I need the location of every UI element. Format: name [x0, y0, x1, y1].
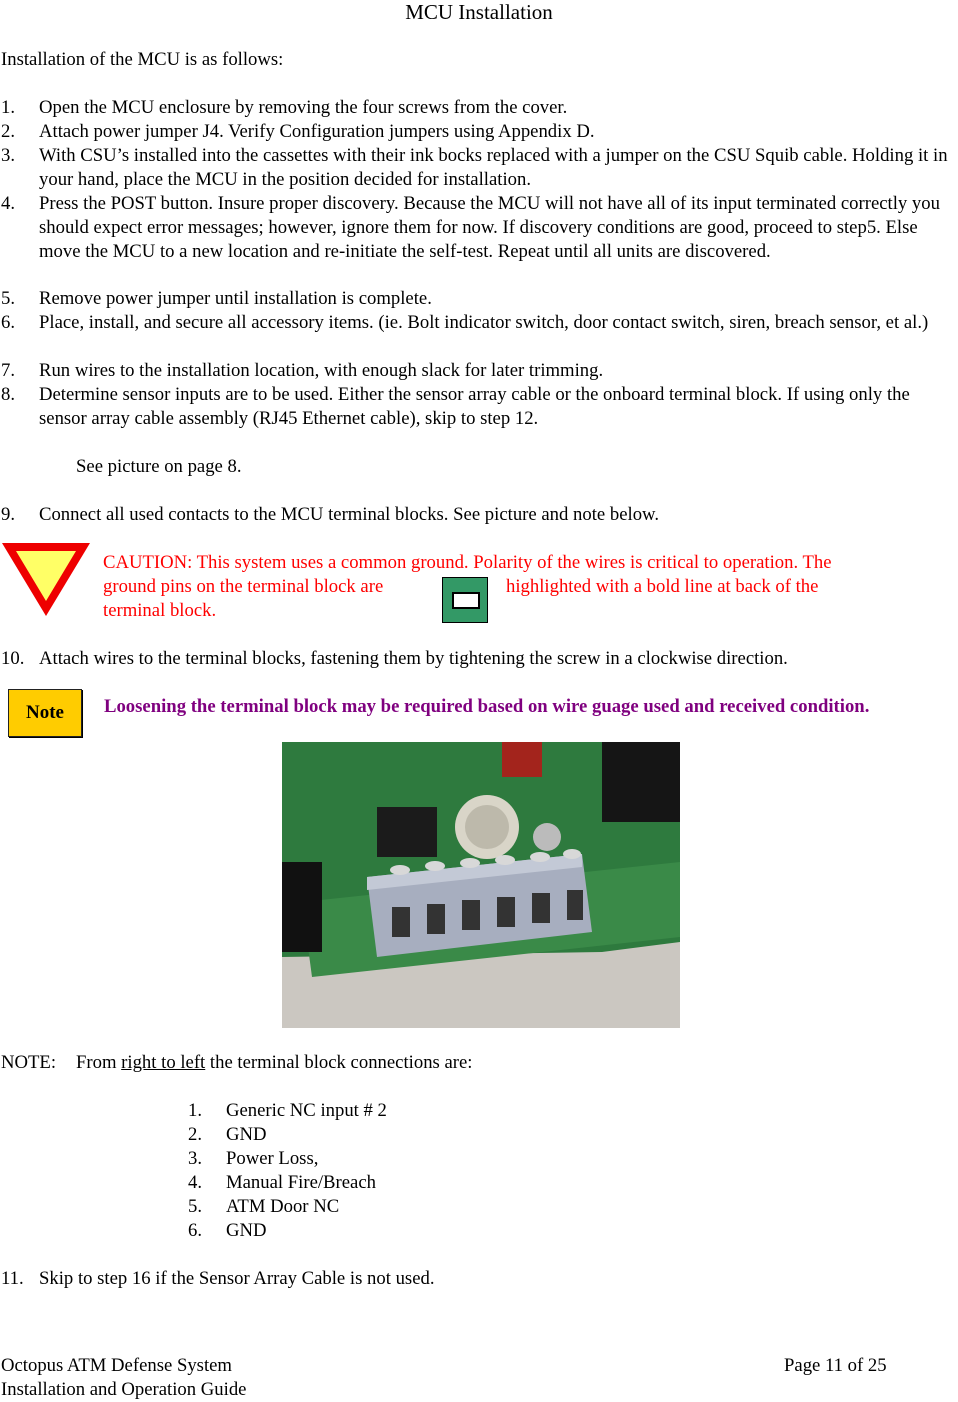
step-text: Run wires to the installation location, with enough slack for later trimming. — [39, 360, 604, 381]
connections-note-text — [76, 1051, 473, 1075]
list-item-number: 5. — [188, 1196, 203, 1217]
list-item-number: 6. — [188, 1220, 203, 1241]
step-text: Remove power jumper until installation is complete. — [39, 288, 432, 309]
step-text: Attach wires to the terminal blocks, fastening them by tightening the screw in a clockwise direction. — [39, 648, 788, 669]
step-number: 9. — [1, 504, 16, 525]
list-item-text: GND — [226, 1124, 267, 1145]
list-item-text: GND — [226, 1220, 267, 1241]
step-number: 6. — [1, 312, 16, 333]
step-number: 5. — [1, 288, 16, 309]
caution-line-2b: highlighted with a bold line at back of the — [506, 576, 819, 597]
step-number: 4. — [1, 193, 16, 214]
step-text: Place, install, and secure all accessory items. (ie. Bolt indicator switch, door contact switch, siren, breach sensor, et al.) — [39, 312, 929, 333]
caution-line-1: CAUTION: This system uses a common ground. Polarity of the wires is critical to operation. The — [103, 552, 832, 573]
step-number: 8. — [1, 384, 16, 405]
step-text: Skip to step 16 if the Sensor Array Cable is not used. — [39, 1268, 435, 1289]
step-text: Open the MCU enclosure by removing the four screws from the cover. — [39, 97, 568, 118]
step-number: 7. — [1, 360, 16, 381]
step-number: 3. — [1, 145, 16, 166]
caution-line-3: terminal block. — [103, 600, 217, 621]
step-text: Connect all used contacts to the MCU terminal blocks. See picture and note below. — [39, 504, 659, 525]
list-item-text: Power Loss, — [226, 1148, 319, 1169]
step-number: 1. — [1, 97, 16, 118]
step-text: Attach power jumper J4. Verify Configuration jumpers using Appendix D. — [39, 121, 595, 142]
footer-guide-name: Installation and Operation Guide — [1, 1379, 247, 1400]
caution-triangle-icon — [0, 541, 92, 619]
list-item-text: ATM Door NC — [226, 1196, 340, 1217]
page-title: MCU Installation — [405, 0, 553, 24]
connections-note-before: From — [76, 1052, 122, 1073]
note-badge: Note — [8, 689, 82, 737]
list-item-number: 4. — [188, 1172, 203, 1193]
see-picture-text: See picture on page 8. — [76, 456, 242, 477]
list-item-number: 2. — [188, 1124, 203, 1145]
list-item-number: 3. — [188, 1148, 203, 1169]
connections-note-after: the terminal block connections are: — [205, 1052, 473, 1073]
connections-list — [188, 1099, 588, 1249]
list-item-text: Manual Fire/Breach — [226, 1172, 376, 1193]
step-text: Press the POST button. Insure proper discovery. Because the MCU will not have all of its input terminated correctly you should expect error messages; however, ignore them for now. If discovery conditions are good, proceed to step5. Else move the MCU to a new location and re-initiate the self-test. Repeat until all units are discovered. — [39, 193, 940, 262]
step-text: Determine sensor inputs are to be used. Either the sensor array cable or the onboard terminal block. If using only the sensor array cable assembly (RJ45 Ethernet cable), skip to step 12. — [39, 384, 910, 429]
terminal-block-photo — [282, 742, 680, 1028]
list-item-text: Generic NC input # 2 — [226, 1100, 387, 1121]
caution-line-2a: ground pins on the terminal block are — [103, 576, 384, 597]
list-item-number: 1. — [188, 1100, 203, 1121]
ground-pin-marker-icon — [442, 577, 488, 623]
step-number: 10. — [1, 648, 25, 669]
note-text: Loosening the terminal block may be required based on wire guage used and received condition. — [104, 696, 870, 717]
step-number: 11. — [1, 1268, 24, 1289]
step-text: With CSU’s installed into the cassettes with their ink bocks replaced with a jumper on the CSU Squib cable. Holding it in your hand, place the MCU in the position decided for installation. — [39, 145, 948, 190]
step-number: 2. — [1, 121, 16, 142]
footer-page-number: Page 11 of 25 — [784, 1355, 887, 1376]
connections-note-label: NOTE: — [1, 1052, 57, 1073]
footer-product-name: Octopus ATM Defense System — [1, 1355, 232, 1376]
connections-note-underlined: right to left — [121, 1052, 206, 1073]
intro-text: Installation of the MCU is as follows: — [1, 49, 284, 70]
